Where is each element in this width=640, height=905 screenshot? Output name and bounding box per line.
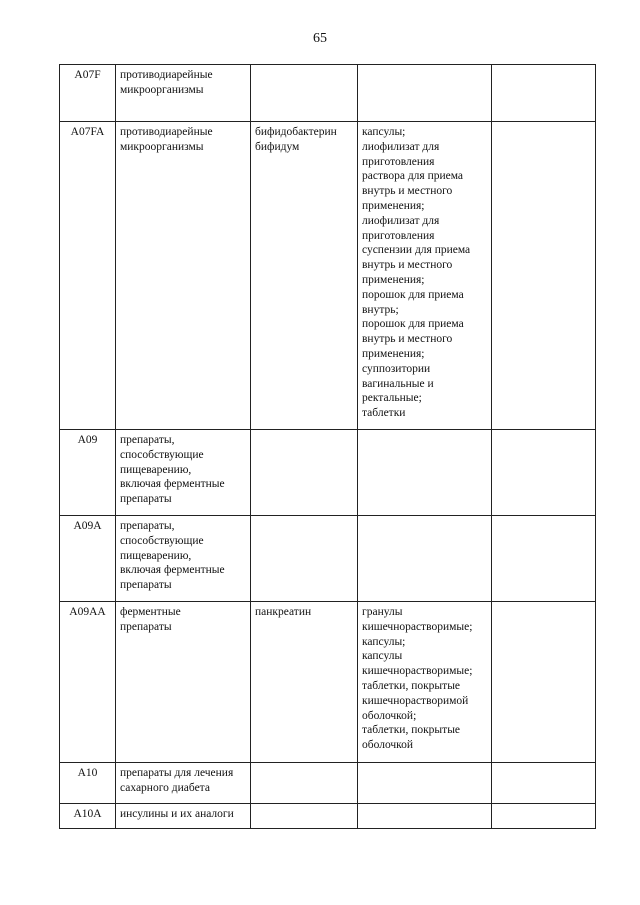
empty-cell (492, 430, 596, 516)
table-row (60, 65, 596, 122)
group-cell: препараты для лечения сахарного диабета (116, 763, 251, 804)
group-cell: инсулины и их аналоги (116, 804, 251, 829)
dosage-form-cell: капсулы; лиофилизат для приготовления раствора для приема внутрь и местного применения; лиофилизат для приготовления суспензии для приема внутрь и местного применения; порошок для приема внутрь; порошок для приема внутрь и местного применения; суппозитории вагинальные и ректальные; таблетки (358, 122, 492, 430)
table-row (60, 122, 596, 430)
empty-cell (492, 763, 596, 804)
dosage-form-cell: гранулы кишечнорастворимые; капсулы; капсулы кишечнорастворимые; таблетки, покрытые кишечнорастворимой оболочкой; таблетки, покрытые оболочкой (358, 602, 492, 763)
atc-code-cell: A07FA (60, 122, 116, 430)
table-row (60, 516, 596, 602)
empty-cell (492, 122, 596, 430)
empty-cell (492, 804, 596, 829)
empty-cell (492, 65, 596, 122)
table-row (60, 763, 596, 804)
medication-table (59, 64, 596, 829)
atc-code-cell: A09AA (60, 602, 116, 763)
empty-cell (492, 516, 596, 602)
group-cell: ферментные препараты (116, 602, 251, 763)
atc-code-cell: A10A (60, 804, 116, 829)
substance-cell (251, 804, 358, 829)
dosage-form-cell (358, 804, 492, 829)
substance-cell (251, 430, 358, 516)
substance-cell (251, 763, 358, 804)
group-cell: противодиарейные микроорганизмы (116, 65, 251, 122)
group-cell: препараты, способствующие пищеварению, включая ферментные препараты (116, 430, 251, 516)
substance-cell: панкреатин (251, 602, 358, 763)
page-number: 65 (313, 31, 327, 46)
atc-code-cell: A07F (60, 65, 116, 122)
atc-code-cell: A09A (60, 516, 116, 602)
dosage-form-cell (358, 65, 492, 122)
atc-code-cell: A10 (60, 763, 116, 804)
dosage-form-cell (358, 516, 492, 602)
substance-cell (251, 516, 358, 602)
empty-cell (492, 602, 596, 763)
dosage-form-cell (358, 430, 492, 516)
table-row (60, 430, 596, 516)
table-row (60, 602, 596, 763)
dosage-form-cell (358, 763, 492, 804)
substance-cell (251, 65, 358, 122)
table-row (60, 804, 596, 829)
atc-code-cell: A09 (60, 430, 116, 516)
group-cell: препараты, способствующие пищеварению, включая ферментные препараты (116, 516, 251, 602)
group-cell: противодиарейные микроорганизмы (116, 122, 251, 430)
substance-cell: бифидобактерин бифидум (251, 122, 358, 430)
